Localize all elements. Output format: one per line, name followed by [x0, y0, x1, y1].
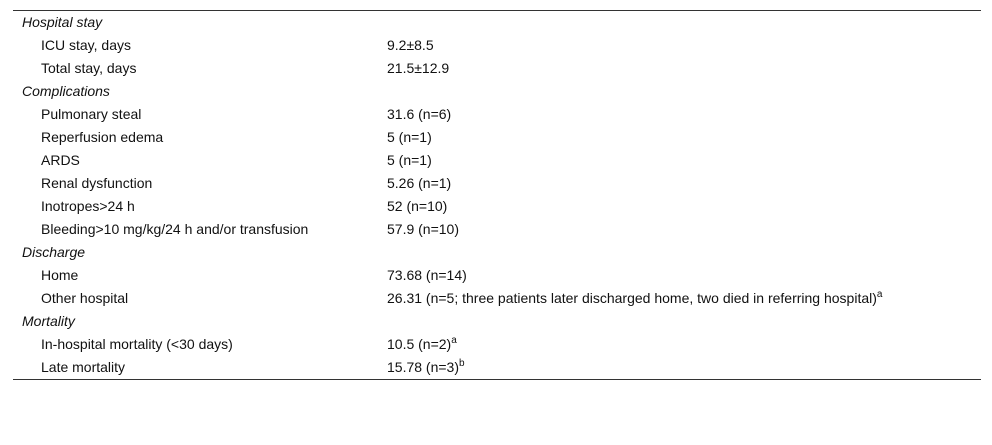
row-value: 9.2±8.5 [387, 37, 434, 53]
row-value: 52 (n=10) [387, 198, 448, 214]
table-row [13, 126, 981, 149]
section-title: Hospital stay [22, 14, 103, 30]
row-value: 57.9 (n=10) [387, 221, 459, 237]
row-label: Reperfusion edema [41, 129, 164, 145]
footnote-marker: a [451, 335, 457, 346]
section-row-hospital-stay [13, 11, 981, 34]
row-label: Pulmonary steal [41, 106, 142, 122]
footnote-marker: a [876, 289, 883, 300]
row-label: Total stay, days [41, 60, 137, 76]
table-row [13, 172, 981, 195]
outcomes-table [13, 10, 981, 380]
row-value [377, 356, 981, 379]
value-text: 15.78 (n=3) [387, 359, 459, 375]
row-value: 31.6 (n=6) [387, 106, 452, 122]
table-row [13, 218, 981, 241]
row-value: 5 (n=1) [387, 152, 432, 168]
row-label: Inotropes>24 h [41, 198, 135, 214]
row-label: Bleeding>10 mg/kg/24 h and/or transfusion [41, 221, 309, 237]
table-row [13, 195, 981, 218]
value-text: 26.31 (n=5; three patients later discharged home, two died in referring hospital) [387, 290, 877, 306]
row-label: Renal dysfunction [41, 175, 153, 191]
row-label: Home [41, 267, 79, 283]
row-value [377, 333, 981, 356]
section-row-mortality [13, 310, 981, 333]
section-title: Discharge [22, 244, 86, 260]
section-title: Complications [22, 83, 110, 99]
footnote-marker: b [459, 358, 465, 369]
row-label: Late mortality [41, 359, 126, 375]
row-value: 21.5±12.9 [387, 60, 450, 76]
row-label: Other hospital [41, 290, 129, 306]
row-label: ICU stay, days [41, 37, 131, 53]
table-row [13, 103, 981, 126]
row-value: 5.26 (n=1) [387, 175, 452, 191]
section-row-discharge [13, 241, 981, 264]
section-title: Mortality [22, 313, 75, 329]
table-row [13, 356, 981, 379]
row-label: ARDS [41, 152, 80, 168]
row-value: 5 (n=1) [387, 129, 432, 145]
table-row [13, 264, 981, 287]
table-row [13, 333, 981, 356]
section-row-complications [13, 80, 981, 103]
row-label: In-hospital mortality (<30 days) [41, 336, 233, 352]
table-row [13, 57, 981, 80]
table-row [13, 34, 981, 57]
row-value: 73.68 (n=14) [387, 267, 467, 283]
table-row [13, 287, 981, 310]
value-text: 10.5 (n=2) [387, 336, 452, 352]
outcomes-table-grid [13, 11, 981, 379]
table-row [13, 149, 981, 172]
row-value [377, 287, 981, 310]
